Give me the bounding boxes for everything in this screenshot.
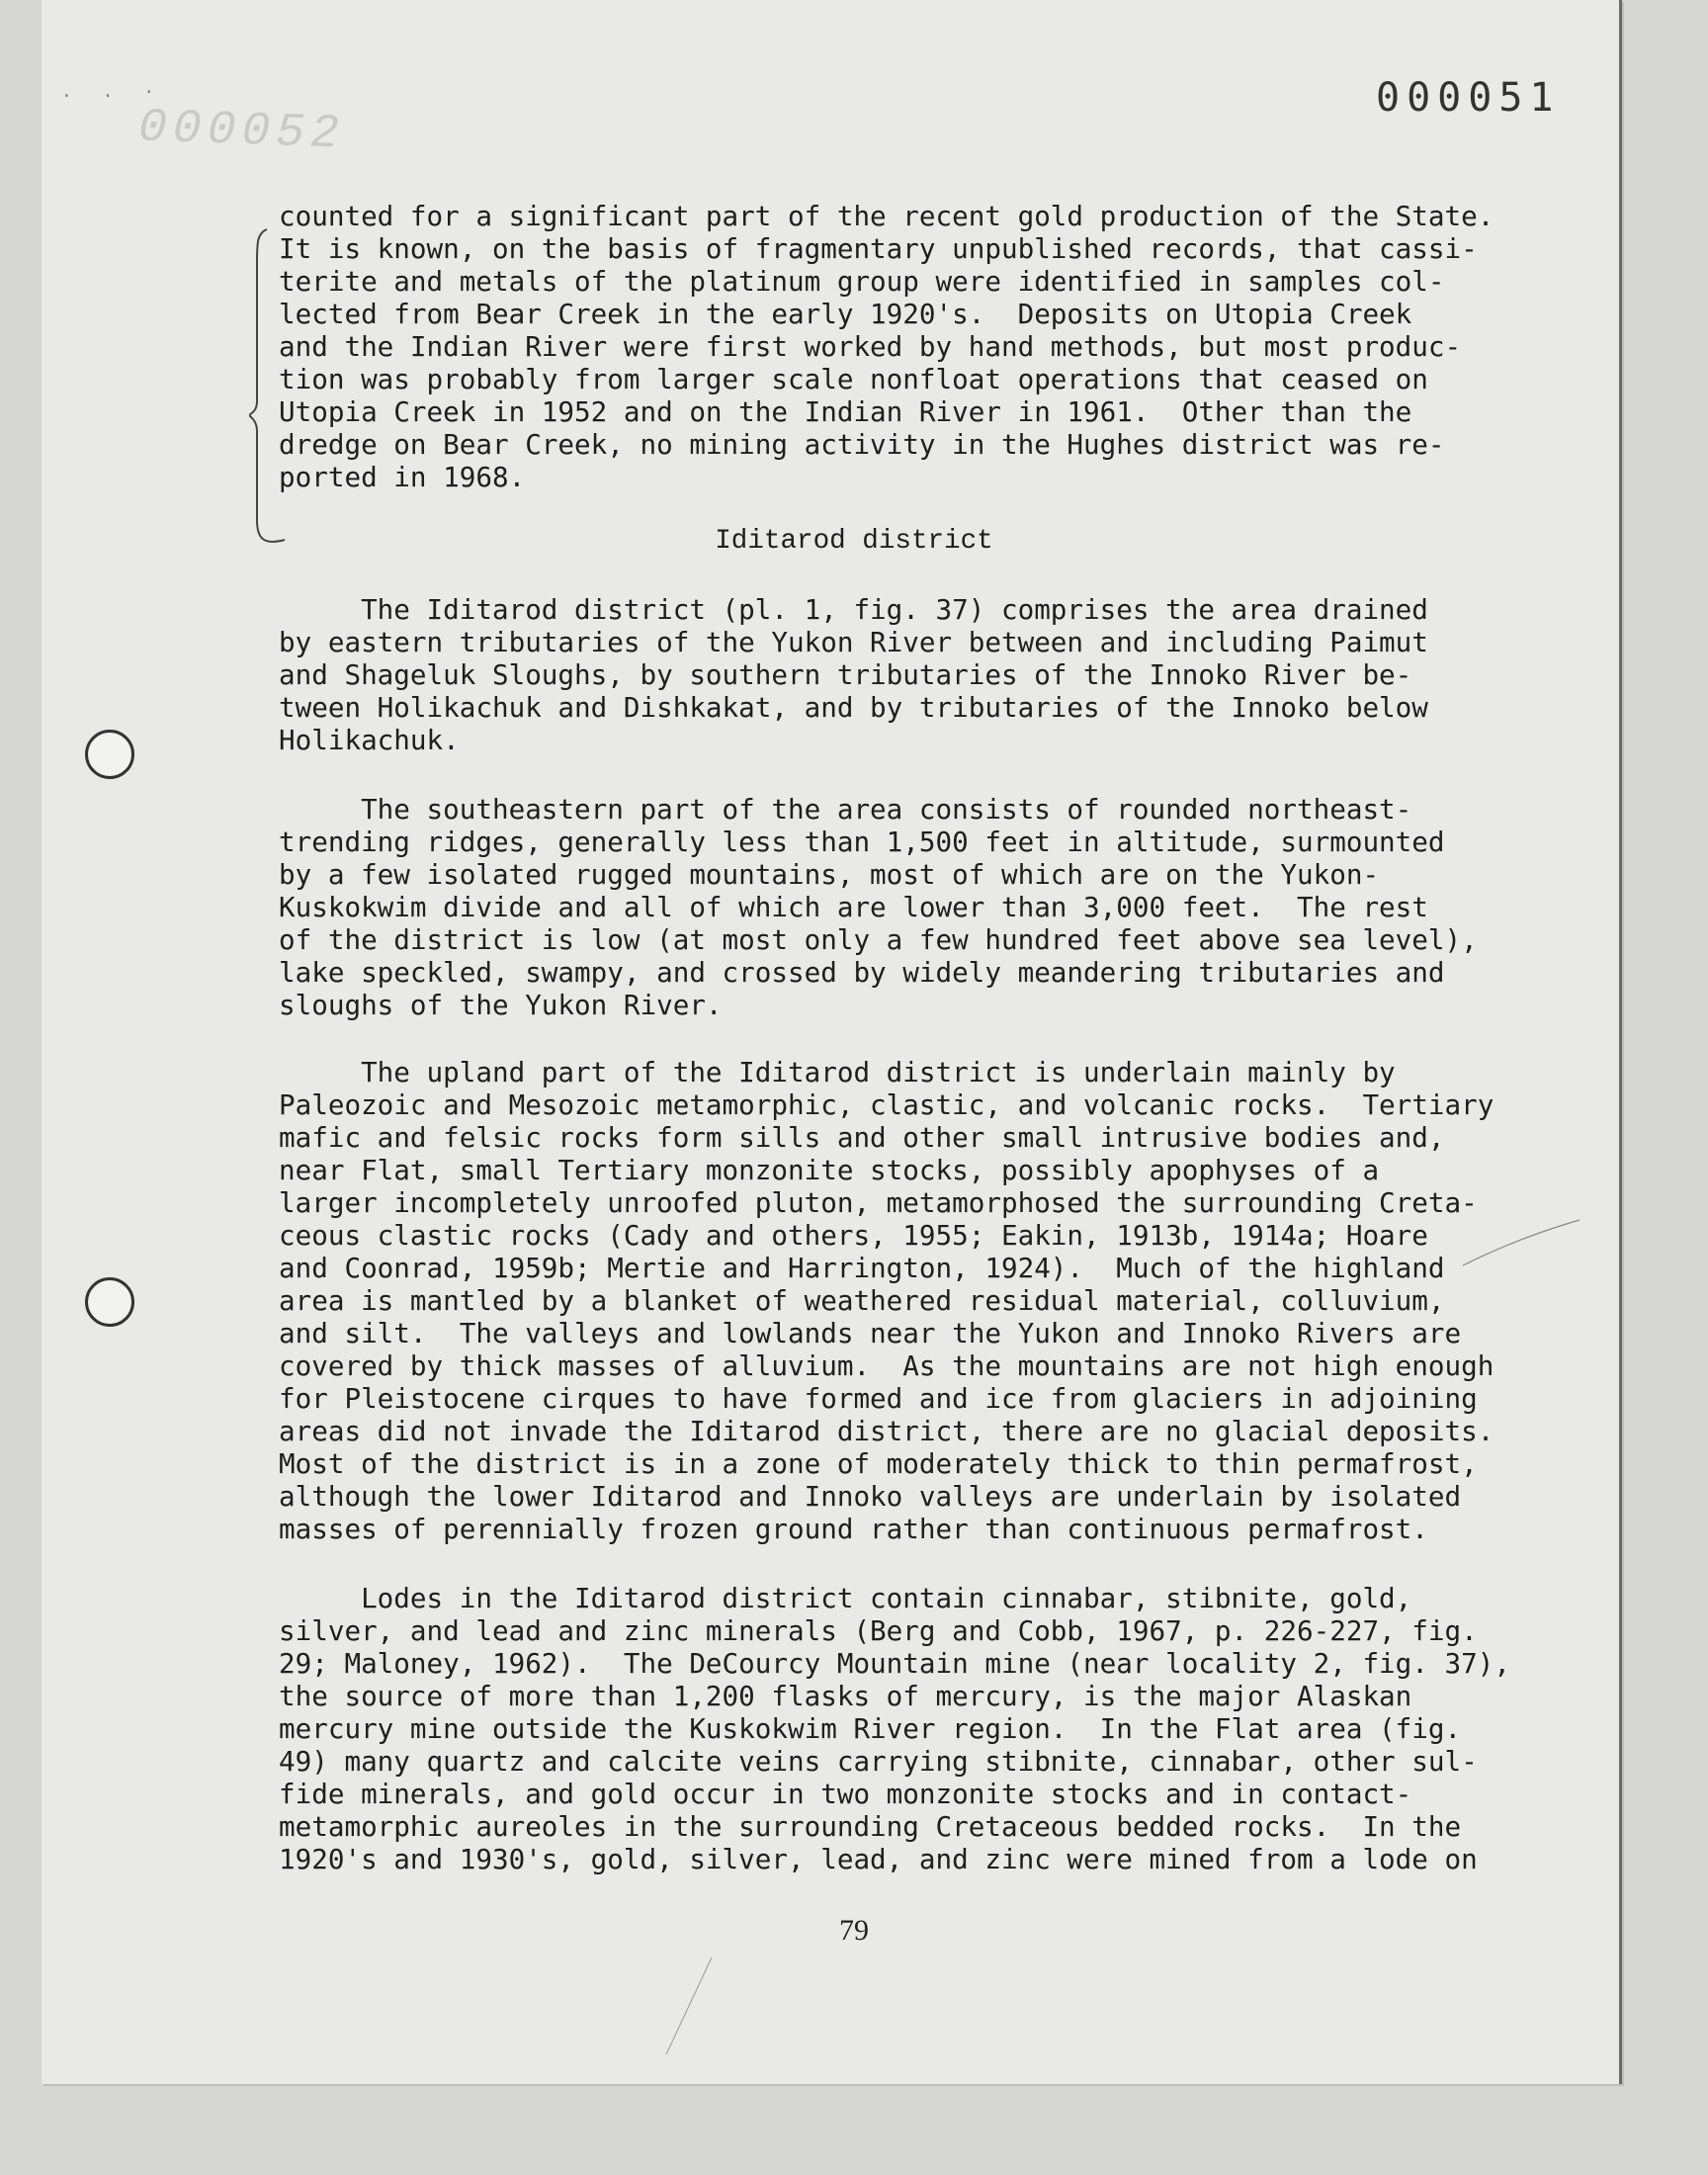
punch-hole-upper [85, 730, 134, 779]
paragraph-continuation: counted for a significant part of the recent gold production of the State. It is known, on the basis of fragmentary unpublished records, that cassi- terite and metals of the platinum group were identified in samples col- lected from Bear Creek in the early 1920's. Deposits on Utopia Creek and the Indian River were first worked by hand methods, but most produc- tion was probably from larger scale nonfloat operations that ceased on Utopia Creek in 1952 and on the Indian River in 1961. Other than the dredge on Bear Creek, no mining activity in the Hughes district was re- ported in 1968. [279, 200, 1494, 493]
paragraph-district-extent: The Iditarod district (pl. 1, fig. 37) comprises the area drained by eastern tributaries of the Yukon River between and including Paimut and Shageluk Sloughs, by southern tributaries of the Innoko River be- tween Holikachuk and Dishkakat, and by tributaries of the Innoko below Holikachuk. [279, 593, 1428, 756]
section-heading: Iditarod district [715, 526, 993, 557]
paragraph-geology: The upland part of the Iditarod district is underlain mainly by Paleozoic and Mesozoic metamorphic, clastic, and volcanic rocks. Tertiary mafic and felsic rocks form sills and other small intrusive bodies and, near Flat, small Tertiary monzonite stocks, possibly apophyses of a larger incompletely unroofed pluton, metamorphosed the surrounding Creta- ceous clastic rocks (Cady and others, 1955; Eakin, 1913b, 1914a; Hoare and Coonrad, 1959b; Mertie and Harrington, 1924). Much of the highland area is mantled by a blanket of weathered residual material, colluvium, and silt. The valleys and lowlands near the Yukon and Innoko Rivers are covered by thick masses of alluvium. As the mountains are not high enough for Pleistocene cirques to have formed and ice from glaciers in adjoining areas did not invade the Iditarod district, there are no glacial deposits. Most of the district is in a zone of moderately thick to thin permafrost, although the lower Iditarod and Innoko valleys are underlain by isolated masses of perennially frozen ground rather than continuous permafrost. [279, 1056, 1494, 1545]
page-stamp-number: 000051 [1376, 75, 1561, 121]
paragraph-lodes: Lodes in the Iditarod district contain cinnabar, stibnite, gold, silver, and lead and zinc minerals (Berg and Cobb, 1967, p. 226-227, fig. 29; Maloney, 1962). The DeCourcy Mountain mine (near locality 2, fig. 37), the source of more than 1,200 flasks of mercury, is the major Alaskan mercury mine outside the Kuskokwim River region. In the Flat area (fig. 49) many quartz and calcite veins carrying stibnite, cinnabar, other sul- fide minerals, and gold occur in two monzonite stocks and in contact- metamorphic aureoles in the surrounding Cretaceous bedded rocks. In the 1920's and 1930's, gold, silver, lead, and zinc were mined from a lode on [279, 1582, 1510, 1875]
bleed-through-stamp: 000052 [137, 101, 346, 162]
pencil-stray-mark-lower [662, 1958, 722, 2056]
paragraph-topography: The southeastern part of the area consists of rounded northeast- trending ridges, generally less than 1,500 feet in altitude, surmounted by a few isolated rugged mountains, most of which are on the Yukon- Kuskokwim divide and all of which are lower than 3,000 feet. The rest of the district is low (at most only a few hundred feet above sea level), lake speckled, swampy, and crossed by widely meandering tributaries and sloughs of the Yukon River. [279, 793, 1478, 1021]
scan-specks: . . · [61, 83, 165, 103]
punch-hole-lower [85, 1277, 134, 1327]
pencil-stray-mark [1463, 1216, 1581, 1275]
page-number: 79 [839, 1914, 869, 1947]
